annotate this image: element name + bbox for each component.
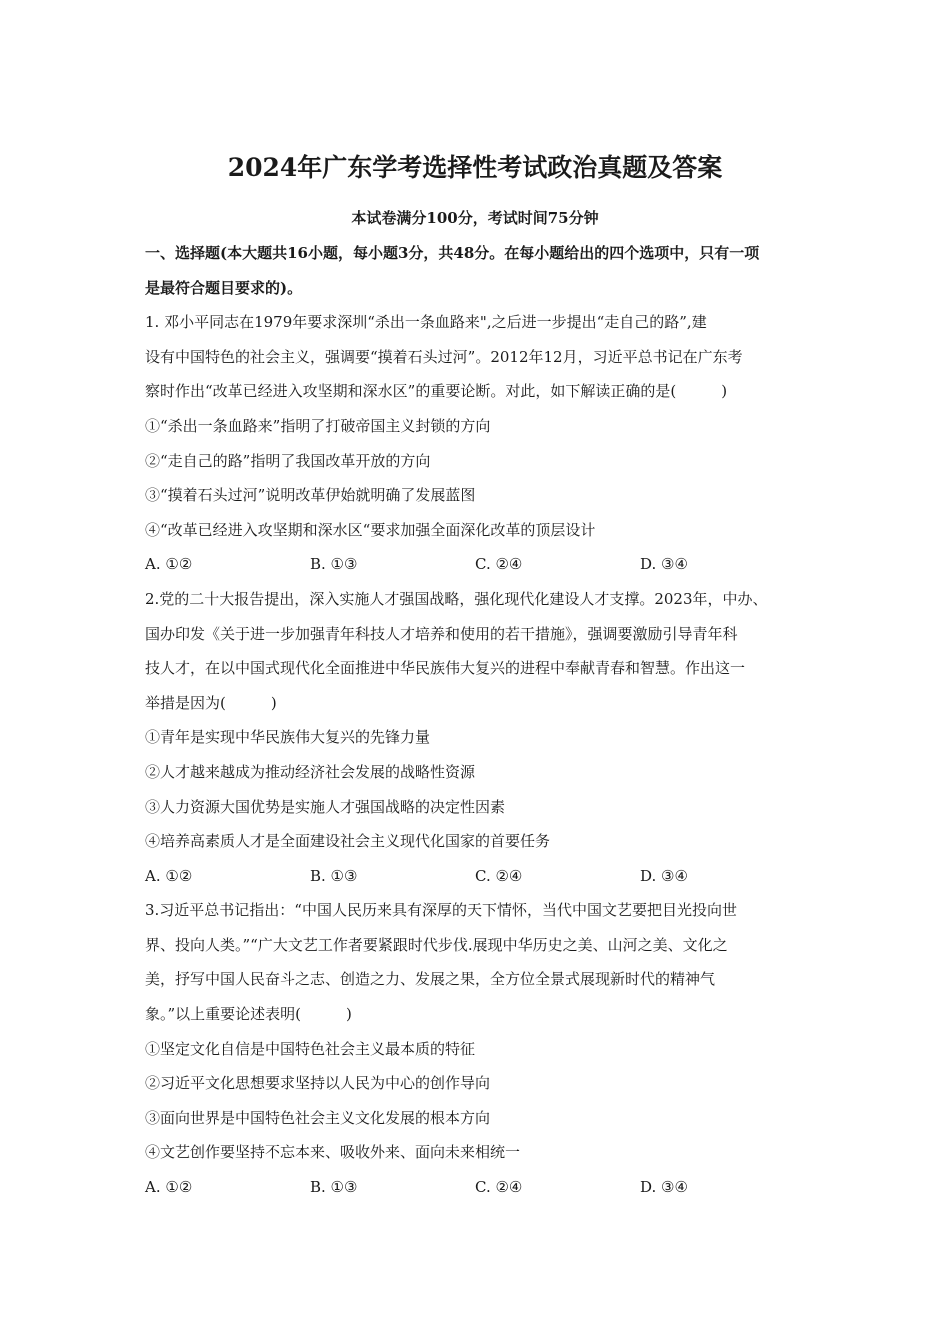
statement-3: ③人力资源大国优势是实施人才强国战略的决定性因素 <box>145 797 506 816</box>
question-stem-line: 察时作出“改革已经进入攻坚期和深水区”的重要论断。对此，如下解读正确的是( ) <box>145 382 728 401</box>
exam-body <box>145 236 813 1205</box>
question-stem-line: 1. 邓小平同志在1979年要求深圳“杀出一条血路来",之后进一步提出“走自己的路”,建 <box>145 313 707 332</box>
document-subtitle: 本试卷满分100分，考试时间75分钟 <box>351 209 599 227</box>
option-d: D. ③④ <box>640 1178 688 1197</box>
question-stem-line: 象。”以上重要论述表明( ) <box>145 1005 352 1024</box>
answer-options <box>145 1170 813 1205</box>
statement-2: ②“走自己的路”指明了我国改革开放的方向 <box>145 451 431 470</box>
statement-1: ①“杀出一条血路来”指明了打破帝国主义封锁的方向 <box>145 416 491 435</box>
option-b: B. ①③ <box>310 1178 358 1197</box>
question-stem-line: 技人才，在以中国式现代化全面推进中华民族伟大复兴的进程中奉献青春和智慧。作出这一 <box>145 659 746 678</box>
statement-4: ④“改革已经进入攻坚期和深水区“要求加强全面深化改革的顶层设计 <box>145 520 596 539</box>
statement-4: ④培养高素质人才是全面建设社会主义现代化国家的首要任务 <box>145 832 551 851</box>
question-stem-line: 举措是因为( ) <box>145 693 277 712</box>
option-a: A. ①② <box>145 555 193 574</box>
statement-1: ①青年是实现中华民族伟大复兴的先锋力量 <box>145 728 431 747</box>
section-header-line: 是最符合题目要求的)。 <box>145 278 303 297</box>
option-a: A. ①② <box>145 866 193 885</box>
question-stem-line: 美，抒写中国人民奋斗之志、创造之力、发展之果，全方位全景式展现新时代的精神气 <box>145 970 716 989</box>
question-stem-line: 国办印发《关于进一步加强青年科技人才培养和使用的若干措施》，强调要激励引导青年科 <box>145 624 738 643</box>
option-c: C. ②④ <box>475 555 523 574</box>
question-stem-line: 2.党的二十大报告提出，深入实施人才强国战略，强化现代化建设人才支撑。2023年，中办、 <box>145 589 768 608</box>
option-b: B. ①③ <box>310 866 358 885</box>
statement-4: ④文艺创作要坚持不忘本来、吸收外来、面向未来相统一 <box>145 1143 521 1162</box>
option-c: C. ②④ <box>475 866 523 885</box>
option-a: A. ①② <box>145 1178 193 1197</box>
question-stem-line: 设有中国特色的社会主义，强调要“摸着石头过河”。2012年12月，习近平总书记在广东考 <box>145 347 743 366</box>
question-1 <box>145 305 813 582</box>
question-3 <box>145 893 813 1204</box>
option-b: B. ①③ <box>310 555 358 574</box>
question-2 <box>145 582 813 893</box>
question-stem-line: 3.习近平总书记指出：“中国人民历来具有深厚的天下情怀，当代中国文艺要把目光投向世 <box>145 901 737 920</box>
option-d: D. ③④ <box>640 555 688 574</box>
statement-2: ②习近平文化思想要求坚持以人民为中心的创作导向 <box>145 1074 491 1093</box>
document-title: 2024年广东学考选择性考试政治真题及答案 <box>227 153 723 182</box>
statement-3: ③面向世界是中国特色社会主义文化发展的根本方向 <box>145 1108 491 1127</box>
answer-options <box>145 859 813 894</box>
section-header-line: 一、选择题(本大题共16小题，每小题3分，共48分。在每小题给出的四个选项中，只有一项 <box>145 244 760 262</box>
statement-3: ③“摸着石头过河”说明改革伊始就明确了发展蓝图 <box>145 486 476 505</box>
statement-2: ②人才越来越成为推动经济社会发展的战略性资源 <box>145 762 476 781</box>
option-d: D. ③④ <box>640 866 688 885</box>
question-stem-line: 界、投向人类。”“广大文艺工作者要紧跟时代步伐.展现中华历史之美、山河之美、文化之 <box>145 935 728 954</box>
option-c: C. ②④ <box>475 1178 523 1197</box>
statement-1: ①坚定文化自信是中国特色社会主义最本质的特征 <box>145 1039 476 1058</box>
answer-options <box>145 547 813 582</box>
